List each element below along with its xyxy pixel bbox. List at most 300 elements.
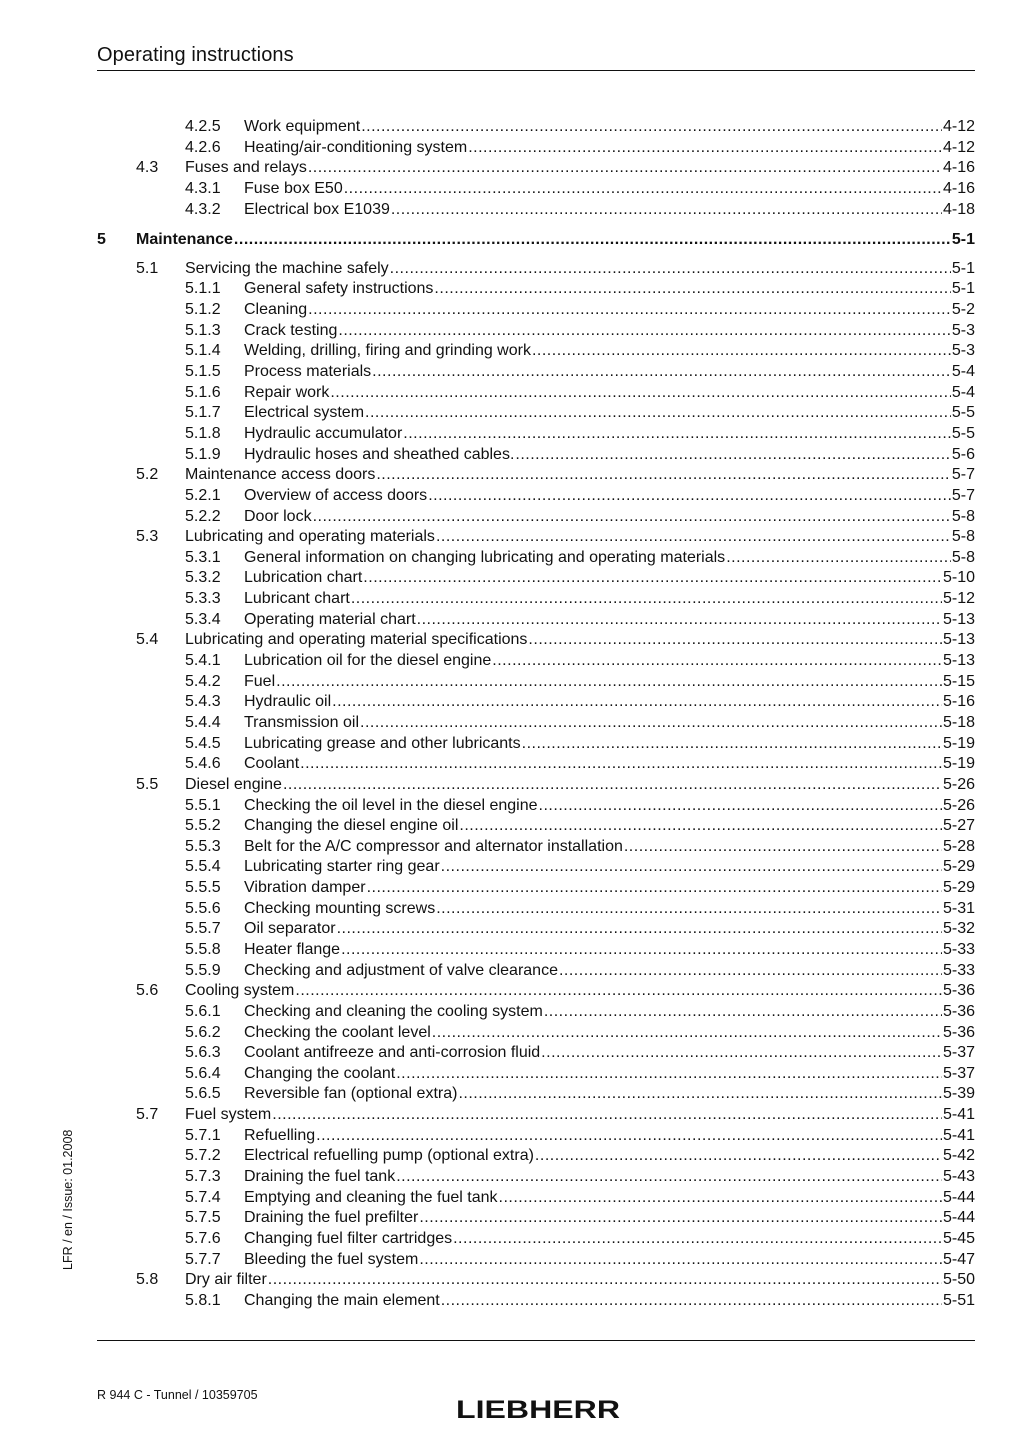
toc-leader-dots	[453, 1229, 942, 1250]
toc-title: Lubricating and operating materials	[185, 528, 435, 546]
toc-entry	[97, 403, 975, 424]
toc-leader-dots	[726, 548, 951, 569]
toc-number: 5.6.4	[185, 1064, 221, 1082]
toc-number: 4.2.5	[185, 118, 221, 135]
toc-page-number: 5-42	[942, 1147, 975, 1165]
toc-page-number: 5-8	[951, 507, 975, 525]
toc-title: Door lock	[244, 507, 312, 525]
toc-leader-dots	[337, 919, 942, 940]
toc-leader-dots	[458, 1084, 942, 1105]
toc-number: 5.1.5	[185, 363, 221, 381]
toc-line	[244, 1167, 975, 1188]
toc-page-number: 5-3	[951, 321, 975, 339]
toc-page-number: 5-7	[951, 466, 975, 484]
toc-title: Servicing the machine safely	[185, 259, 389, 277]
toc-page-number: 5-16	[942, 693, 975, 711]
toc-entry	[97, 754, 975, 775]
toc-entry	[97, 1229, 975, 1250]
toc-leader-dots	[535, 1146, 942, 1167]
toc-page-number: 5-51	[942, 1291, 975, 1309]
toc-number: 5.5.1	[185, 796, 221, 814]
toc-number: 5.1.9	[185, 445, 221, 463]
toc-title: Dry air filter	[185, 1271, 267, 1289]
toc-line	[244, 1229, 975, 1250]
toc-line	[244, 1084, 975, 1105]
toc-title: Refuelling	[244, 1126, 316, 1144]
toc-entry	[97, 424, 975, 445]
toc-entry	[97, 383, 975, 404]
toc-number: 5.2.2	[185, 507, 221, 525]
toc-entry	[97, 1146, 975, 1167]
toc-number: 5.1.3	[185, 321, 221, 339]
toc-page-number: 5-47	[942, 1250, 975, 1268]
toc-page-number: 5-41	[942, 1106, 975, 1124]
toc-number: 5.3.2	[185, 569, 221, 587]
toc-entry	[97, 321, 975, 342]
toc-title: Heater flange	[244, 940, 341, 958]
toc-page-number: 5-29	[942, 879, 975, 897]
toc-title: Fuel	[244, 672, 276, 690]
toc-number: 5.4.5	[185, 734, 221, 752]
toc-line	[244, 1291, 975, 1312]
toc-leader-dots	[316, 1126, 942, 1147]
toc-page-number: 5-18	[942, 713, 975, 731]
toc-title: Heating/air-conditioning system	[244, 138, 468, 156]
toc-leader-dots	[436, 527, 951, 548]
toc-title: Overview of access doors	[244, 486, 428, 504]
toc-number: 5.5.2	[185, 817, 221, 835]
toc-title: Crack testing	[244, 321, 338, 339]
toc-number: 5.6.3	[185, 1044, 221, 1062]
toc-number: 5	[97, 231, 106, 249]
toc-title: Hydraulic hoses and sheathed cables.	[244, 445, 515, 463]
toc-leader-dots	[396, 1167, 942, 1188]
toc-page-number: 5-43	[942, 1168, 975, 1186]
toc-line	[244, 899, 975, 920]
logo-text: LIEBHERR	[456, 1396, 620, 1422]
toc-line	[185, 775, 975, 796]
toc-title: General information on changing lubricating and operating materials	[244, 548, 726, 566]
toc-page-number: 5-1	[951, 231, 975, 249]
toc-title: Hydraulic accumulator	[244, 424, 403, 442]
toc-leader-dots	[234, 230, 951, 251]
toc-line	[244, 816, 975, 837]
toc-number: 5.6	[136, 982, 159, 1000]
toc-leader-dots	[403, 424, 951, 445]
toc-number: 5.4.3	[185, 693, 221, 711]
toc-leader-dots	[396, 1064, 942, 1085]
toc-title: Fuel system	[185, 1106, 272, 1124]
toc-line	[244, 1208, 975, 1229]
toc-leader-dots	[330, 383, 951, 404]
toc-leader-dots	[419, 1208, 942, 1229]
toc-number: 5.1	[136, 259, 159, 277]
toc-number: 5.4	[136, 631, 159, 649]
toc-entry	[97, 1291, 975, 1312]
toc-entry	[97, 837, 975, 858]
toc-number: 5.7.7	[185, 1250, 221, 1268]
toc-title: Emptying and cleaning the fuel tank	[244, 1188, 498, 1206]
toc-number: 4.2.6	[185, 138, 221, 156]
toc-title: Lubrication oil for the diesel engine	[244, 652, 492, 670]
toc-leader-dots	[351, 589, 942, 610]
toc-number: 5.5.8	[185, 940, 221, 958]
toc-entry	[97, 651, 975, 672]
toc-page-number: 5-7	[951, 486, 975, 504]
toc-page-number: 5-28	[942, 837, 975, 855]
toc-leader-dots	[432, 1023, 942, 1044]
toc-entry	[97, 899, 975, 920]
toc-line	[244, 837, 975, 858]
toc-leader-dots	[361, 117, 942, 138]
toc-entry	[97, 507, 975, 528]
toc-title: Diesel engine	[185, 775, 282, 793]
toc-number: 5.4.2	[185, 672, 221, 690]
toc-entry	[97, 465, 975, 486]
toc-line	[185, 259, 975, 280]
toc-page-number: 5-2	[951, 301, 975, 319]
toc-entry	[97, 816, 975, 837]
toc-number: 5.6.1	[185, 1002, 221, 1020]
toc-page-number: 5-50	[942, 1271, 975, 1289]
toc-leader-dots	[624, 837, 942, 858]
toc-page-number: 5-44	[942, 1209, 975, 1227]
toc-entry	[97, 1084, 975, 1105]
toc-number: 5.7.4	[185, 1188, 221, 1206]
toc-number: 5.2.1	[185, 486, 221, 504]
toc-entry	[97, 1043, 975, 1064]
toc-leader-dots	[360, 713, 942, 734]
toc-page-number: 5-1	[951, 280, 975, 298]
document-id: R 944 C - Tunnel / 10359705	[97, 1388, 258, 1402]
toc-line	[136, 230, 975, 251]
toc-title: Fuses and relays	[185, 159, 307, 177]
toc-number: 5.2	[136, 466, 159, 484]
toc-line	[244, 1064, 975, 1085]
toc-entry	[97, 940, 975, 961]
toc-page-number: 5-1	[951, 259, 975, 277]
toc-title: Oil separator	[244, 920, 336, 938]
toc-line	[244, 341, 975, 362]
toc-leader-dots	[539, 796, 942, 817]
toc-title: Lubricating starter ring gear	[244, 858, 440, 876]
toc-entry	[97, 857, 975, 878]
toc-page-number: 5-13	[942, 652, 975, 670]
page-title: Operating instructions	[97, 44, 294, 66]
toc-line	[185, 1105, 975, 1126]
toc-title: General safety instructions	[244, 280, 434, 298]
toc-page-number: 5-26	[942, 796, 975, 814]
toc-entry	[97, 179, 975, 200]
toc-title: Bleeding the fuel system	[244, 1250, 419, 1268]
toc-leader-dots	[436, 899, 942, 920]
toc-title: Operating material chart	[244, 610, 416, 628]
toc-line	[244, 1188, 975, 1209]
toc-line	[185, 1270, 975, 1291]
toc-line	[244, 919, 975, 940]
toc-leader-dots	[559, 961, 942, 982]
toc-line	[244, 383, 975, 404]
toc-number: 4.3.2	[185, 200, 221, 218]
toc-number: 5.7.1	[185, 1126, 221, 1144]
toc-line	[244, 589, 975, 610]
toc-page-number: 5-45	[942, 1229, 975, 1247]
toc-page-number: 5-4	[951, 383, 975, 401]
toc-page-number: 4-18	[942, 200, 975, 218]
toc-entry	[97, 230, 975, 251]
toc-title: Checking the coolant level	[244, 1023, 431, 1041]
toc-entry	[97, 713, 975, 734]
toc-title: Vibration damper	[244, 879, 366, 897]
toc-entry	[97, 1270, 975, 1291]
toc-page-number: 5-13	[942, 610, 975, 628]
toc-entry	[97, 734, 975, 755]
toc-line	[244, 568, 975, 589]
toc-page-number: 5-5	[951, 424, 975, 442]
toc-line	[244, 200, 975, 221]
toc-number: 4.3	[136, 159, 159, 177]
toc-entry	[97, 445, 975, 466]
toc-entry	[97, 672, 975, 693]
toc-line	[244, 961, 975, 982]
toc-number: 5.5.6	[185, 899, 221, 917]
toc-line	[244, 672, 975, 693]
toc-page-number: 5-13	[942, 631, 975, 649]
toc-entry	[97, 158, 975, 179]
toc-title: Changing the diesel engine oil	[244, 817, 459, 835]
toc-leader-dots	[492, 651, 942, 672]
toc-entry	[97, 362, 975, 383]
toc-number: 5.1.4	[185, 342, 221, 360]
toc-number: 5.3.4	[185, 610, 221, 628]
toc-line	[244, 1023, 975, 1044]
toc-leader-dots	[515, 445, 950, 466]
toc-number: 5.5.7	[185, 920, 221, 938]
toc-leader-dots	[459, 816, 942, 837]
toc-leader-dots	[283, 775, 942, 796]
footer-rule	[97, 1340, 975, 1341]
toc-page-number: 5-6	[951, 445, 975, 463]
toc-entry	[97, 1126, 975, 1147]
toc-entry	[97, 1002, 975, 1023]
toc-number: 5.3.1	[185, 548, 221, 566]
toc-leader-dots	[268, 1270, 942, 1291]
toc-number: 5.3	[136, 528, 159, 546]
toc-title: Belt for the A/C compressor and alternator installation	[244, 837, 623, 855]
toc-leader-dots	[441, 1291, 942, 1312]
toc-title: Work equipment	[244, 118, 361, 135]
toc-entry	[97, 692, 975, 713]
toc-entry	[97, 1250, 975, 1271]
toc-leader-dots	[272, 1105, 942, 1126]
toc-title: Lubricant chart	[244, 590, 350, 608]
toc-leader-dots	[367, 878, 942, 899]
toc-entry	[97, 796, 975, 817]
toc-number: 5.7.6	[185, 1229, 221, 1247]
toc-title: Changing the main element	[244, 1291, 440, 1309]
toc-page-number: 5-33	[942, 940, 975, 958]
toc-line	[244, 117, 975, 138]
toc-leader-dots	[276, 672, 942, 693]
toc-leader-dots	[434, 279, 950, 300]
toc-line	[244, 424, 975, 445]
toc-line	[244, 796, 975, 817]
toc-title: Process materials	[244, 363, 372, 381]
toc-line	[244, 940, 975, 961]
toc-leader-dots	[365, 403, 951, 424]
toc-number: 5.5.5	[185, 879, 221, 897]
toc-entry	[97, 117, 975, 138]
toc-leader-dots	[532, 341, 951, 362]
toc-entry	[97, 568, 975, 589]
toc-page-number: 5-5	[951, 404, 975, 422]
toc-title: Draining the fuel tank	[244, 1168, 396, 1186]
toc-page-number: 4-12	[942, 138, 975, 156]
toc-leader-dots	[300, 754, 942, 775]
toc-number: 5.5.3	[185, 837, 221, 855]
toc-entry	[97, 279, 975, 300]
liebherr-logo	[454, 1396, 622, 1422]
toc-leader-dots	[528, 630, 942, 651]
toc-line	[244, 300, 975, 321]
toc-page-number: 5-12	[942, 590, 975, 608]
toc-line	[244, 651, 975, 672]
toc-number: 5.1.2	[185, 301, 221, 319]
toc-line	[244, 734, 975, 755]
toc-line	[244, 548, 975, 569]
toc-title: Coolant	[244, 755, 300, 773]
toc-title: Electrical system	[244, 404, 365, 422]
toc-number: 5.4.6	[185, 755, 221, 773]
toc-line	[244, 610, 975, 631]
toc-number: 5.1.6	[185, 383, 221, 401]
toc-entry	[97, 138, 975, 159]
toc-leader-dots	[419, 1250, 942, 1271]
toc-title: Fuse box E50	[244, 179, 343, 197]
toc-line	[185, 158, 975, 179]
toc-leader-dots	[341, 940, 942, 961]
toc-title: Reversible fan (optional extra)	[244, 1085, 458, 1103]
toc-leader-dots	[390, 259, 951, 280]
toc-line	[244, 321, 975, 342]
toc-number: 5.5.4	[185, 858, 221, 876]
toc-entry	[97, 259, 975, 280]
toc-entry	[97, 341, 975, 362]
toc-title: Repair work	[244, 383, 330, 401]
toc-number: 5.1.7	[185, 404, 221, 422]
toc-number: 5.4.4	[185, 713, 221, 731]
toc-line	[244, 1146, 975, 1167]
toc-title: Maintenance	[136, 231, 233, 249]
toc-title: Cooling system	[185, 982, 295, 1000]
toc-entry	[97, 610, 975, 631]
toc-page-number: 5-36	[942, 982, 975, 1000]
toc-title: Checking and adjustment of valve clearance	[244, 961, 558, 979]
toc-page-number: 5-36	[942, 1023, 975, 1041]
toc-line	[244, 1043, 975, 1064]
toc-leader-dots	[295, 981, 942, 1002]
toc-line	[244, 692, 975, 713]
toc-line	[244, 1002, 975, 1023]
toc-line	[244, 713, 975, 734]
toc-line	[244, 878, 975, 899]
toc-page-number: 5-8	[951, 548, 975, 566]
toc-title: Transmission oil	[244, 713, 359, 731]
toc-leader-dots	[391, 200, 942, 221]
toc-title: Welding, drilling, firing and grinding work	[244, 342, 531, 360]
toc-entry	[97, 1208, 975, 1229]
toc-number: 5.1.1	[185, 280, 221, 298]
toc-leader-dots	[499, 1188, 942, 1209]
toc-number: 5.7.2	[185, 1147, 221, 1165]
toc-number: 5.7.3	[185, 1168, 221, 1186]
toc-leader-dots	[417, 610, 942, 631]
toc-line	[185, 981, 975, 1002]
toc-entry	[97, 589, 975, 610]
toc-leader-dots	[308, 158, 942, 179]
toc-page-number: 5-27	[942, 817, 975, 835]
toc-entry	[97, 527, 975, 548]
toc-page-number: 5-33	[942, 961, 975, 979]
toc-leader-dots	[522, 734, 942, 755]
table-of-contents	[97, 117, 975, 1312]
toc-line	[244, 1250, 975, 1271]
toc-entry	[97, 300, 975, 321]
toc-page-number: 5-41	[942, 1126, 975, 1144]
toc-title: Lubrication chart	[244, 569, 363, 587]
toc-line	[185, 527, 975, 548]
toc-page-number: 5-4	[951, 363, 975, 381]
toc-number: 5.7	[136, 1106, 159, 1124]
toc-page-number: 5-8	[951, 528, 975, 546]
toc-line	[244, 179, 975, 200]
toc-line	[244, 1126, 975, 1147]
toc-entry	[97, 548, 975, 569]
toc-entry	[97, 1188, 975, 1209]
toc-page-number: 5-19	[942, 755, 975, 773]
toc-page-number: 4-16	[942, 159, 975, 177]
toc-entry	[97, 1023, 975, 1044]
toc-page-number: 4-12	[942, 118, 975, 135]
toc-line	[244, 362, 975, 383]
toc-leader-dots	[363, 568, 942, 589]
toc-page-number: 4-16	[942, 179, 975, 197]
toc-number: 5.5	[136, 775, 159, 793]
toc-line	[244, 279, 975, 300]
toc-number: 5.3.3	[185, 590, 221, 608]
toc-title: Lubricating grease and other lubricants	[244, 734, 521, 752]
toc-line	[185, 465, 975, 486]
toc-leader-dots	[376, 465, 951, 486]
toc-leader-dots	[308, 300, 951, 321]
toc-leader-dots	[344, 179, 942, 200]
toc-entry	[97, 919, 975, 940]
toc-leader-dots	[468, 138, 942, 159]
toc-line	[244, 138, 975, 159]
toc-title: Checking and cleaning the cooling system	[244, 1002, 543, 1020]
toc-title: Coolant antifreeze and anti-corrosion fluid	[244, 1044, 541, 1062]
toc-title: Lubricating and operating material specifications	[185, 631, 528, 649]
toc-page-number: 5-3	[951, 342, 975, 360]
toc-title: Checking the oil level in the diesel engine	[244, 796, 538, 814]
toc-leader-dots	[544, 1002, 942, 1023]
toc-entry	[97, 630, 975, 651]
toc-title: Changing the coolant	[244, 1064, 396, 1082]
toc-number: 5.6.5	[185, 1085, 221, 1103]
toc-page-number: 5-37	[942, 1044, 975, 1062]
toc-title: Hydraulic oil	[244, 693, 332, 711]
toc-leader-dots	[313, 507, 951, 528]
